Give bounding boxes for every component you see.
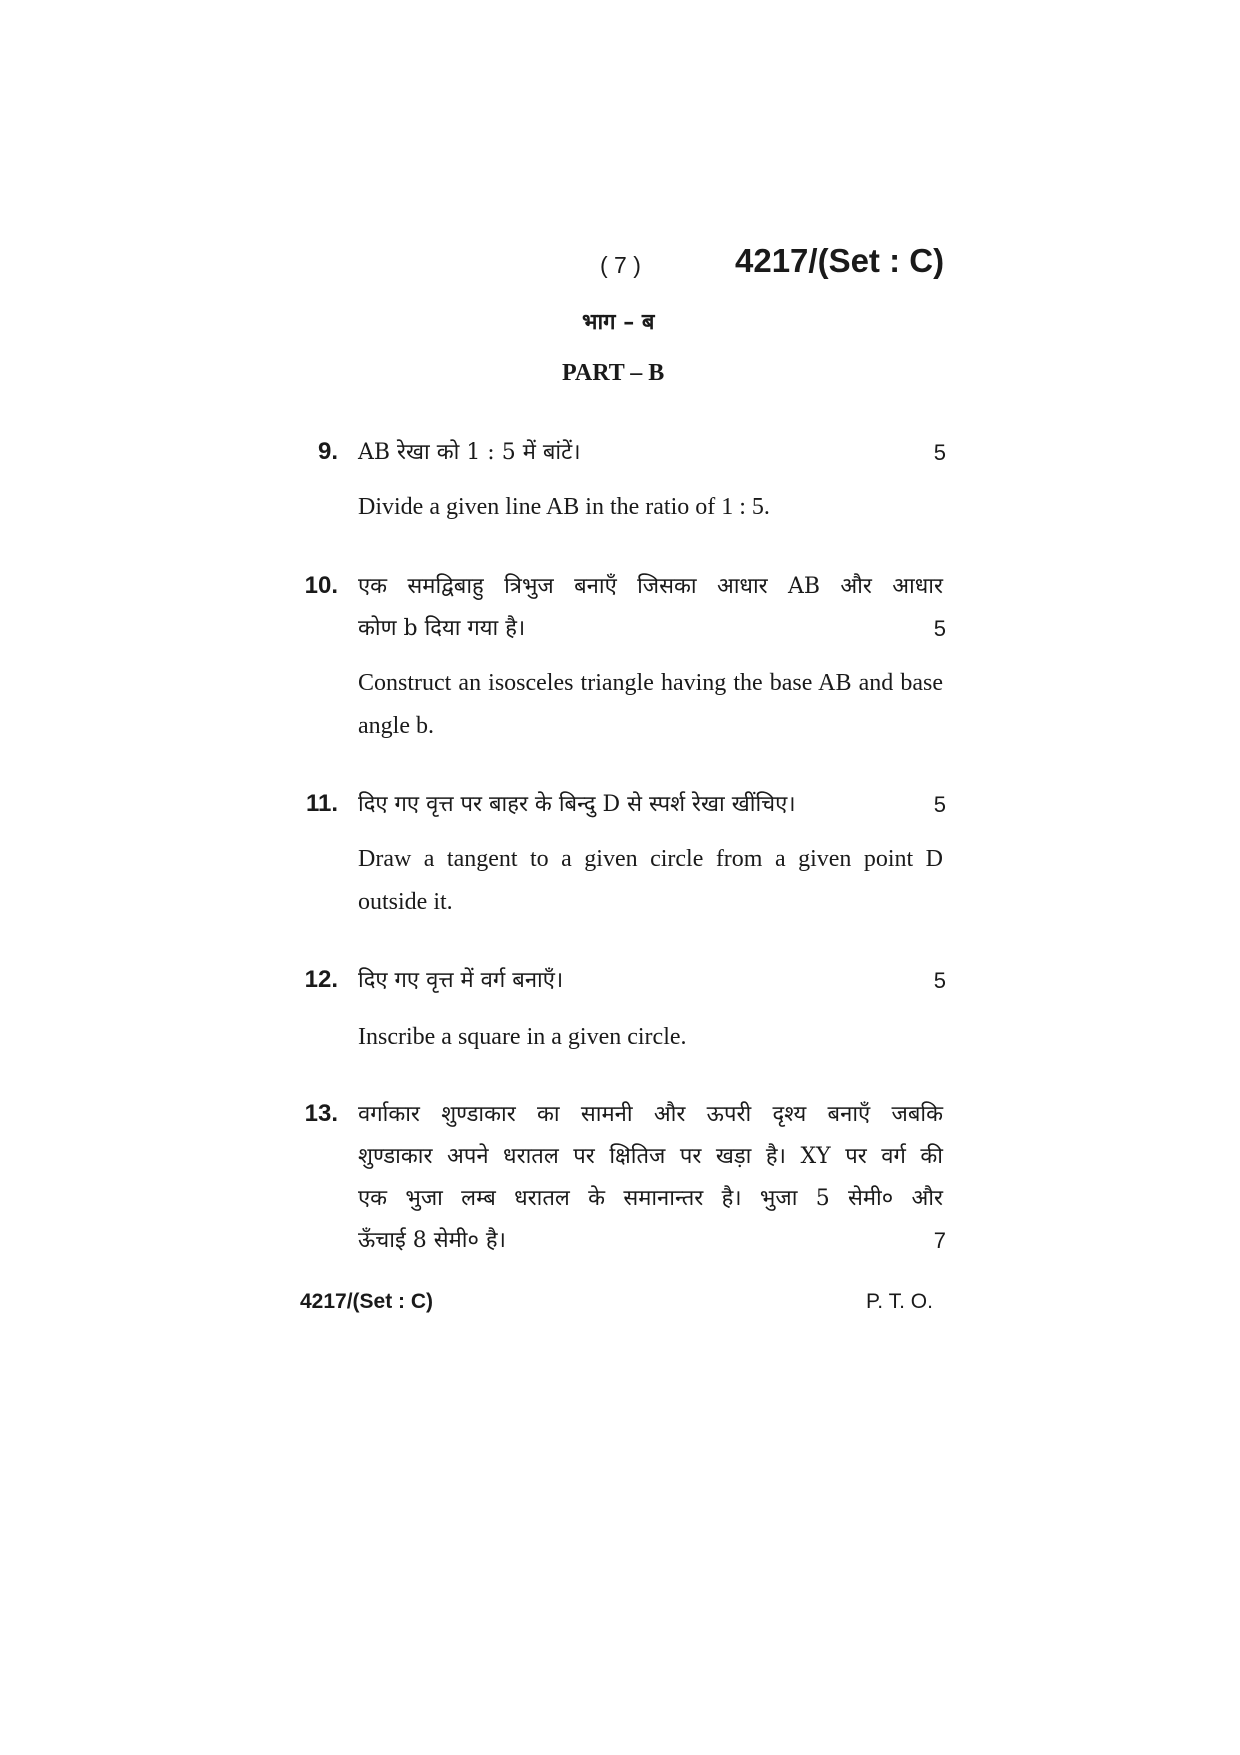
question-marks: 5 bbox=[933, 616, 946, 641]
question-text-hindi: दिए गए वृत्त में वर्ग बनाएँ। bbox=[358, 968, 564, 993]
question-text-hindi: एक समद्विबाहु त्रिभुज बनाएँ जिसका आधार AB और आधार bbox=[358, 574, 943, 599]
question-number: 13. bbox=[304, 1100, 338, 1127]
section-title-hindi: भाग – ब bbox=[582, 309, 655, 335]
question-text-hindi: वर्गाकार शुण्डाकार का सामनी और ऊपरी दृश्य बनाएँ जबकि bbox=[358, 1102, 943, 1127]
question-number: 9. bbox=[317, 438, 338, 465]
question-text-english: Inscribe a square in a given circle. bbox=[358, 1024, 687, 1050]
question-text-english: Construct an isosceles triangle having the base AB and base angle b. bbox=[358, 670, 943, 739]
question-marks: 7 bbox=[933, 1228, 946, 1253]
question-text-hindi: दिए गए वृत्त पर बाहर के बिन्दु D से स्पर्श रेखा खींचिए। bbox=[358, 792, 796, 817]
question-text-hindi: शुण्डाकार अपने धरातल पर क्षितिज पर खड़ा है। XY पर वर्ग की bbox=[358, 1144, 943, 1169]
question-marks: 5 bbox=[933, 440, 946, 465]
question-text-english: Draw a tangent to a given circle from a given point D outside it. bbox=[358, 846, 943, 915]
question-text-hindi: AB रेखा को 1 : 5 में बांटें। bbox=[358, 440, 581, 465]
question-text-english: Divide a given line AB in the ratio of 1 : 5. bbox=[358, 494, 770, 520]
question-text-hindi: एक भुजा लम्ब धरातल के समानान्तर है। भुजा 5 सेमी० और bbox=[358, 1186, 943, 1211]
page-number: ( 7 ) bbox=[600, 252, 641, 278]
question-number: 11. bbox=[305, 790, 338, 817]
section-title-english: PART – B bbox=[562, 360, 665, 386]
question-number: 10. bbox=[304, 572, 338, 599]
question-marks: 5 bbox=[933, 968, 946, 993]
question-number: 12. bbox=[304, 966, 338, 993]
paper-code: 4217/(Set : C) bbox=[735, 242, 945, 279]
question-text-hindi: कोण b दिया गया है। bbox=[358, 616, 526, 641]
question-text-hindi: ऊँचाई 8 सेमी० है। bbox=[358, 1228, 506, 1253]
footer-pto: P. T. O. bbox=[866, 1290, 933, 1313]
footer-paper-code: 4217/(Set : C) bbox=[300, 1290, 434, 1313]
question-marks: 5 bbox=[933, 792, 946, 817]
